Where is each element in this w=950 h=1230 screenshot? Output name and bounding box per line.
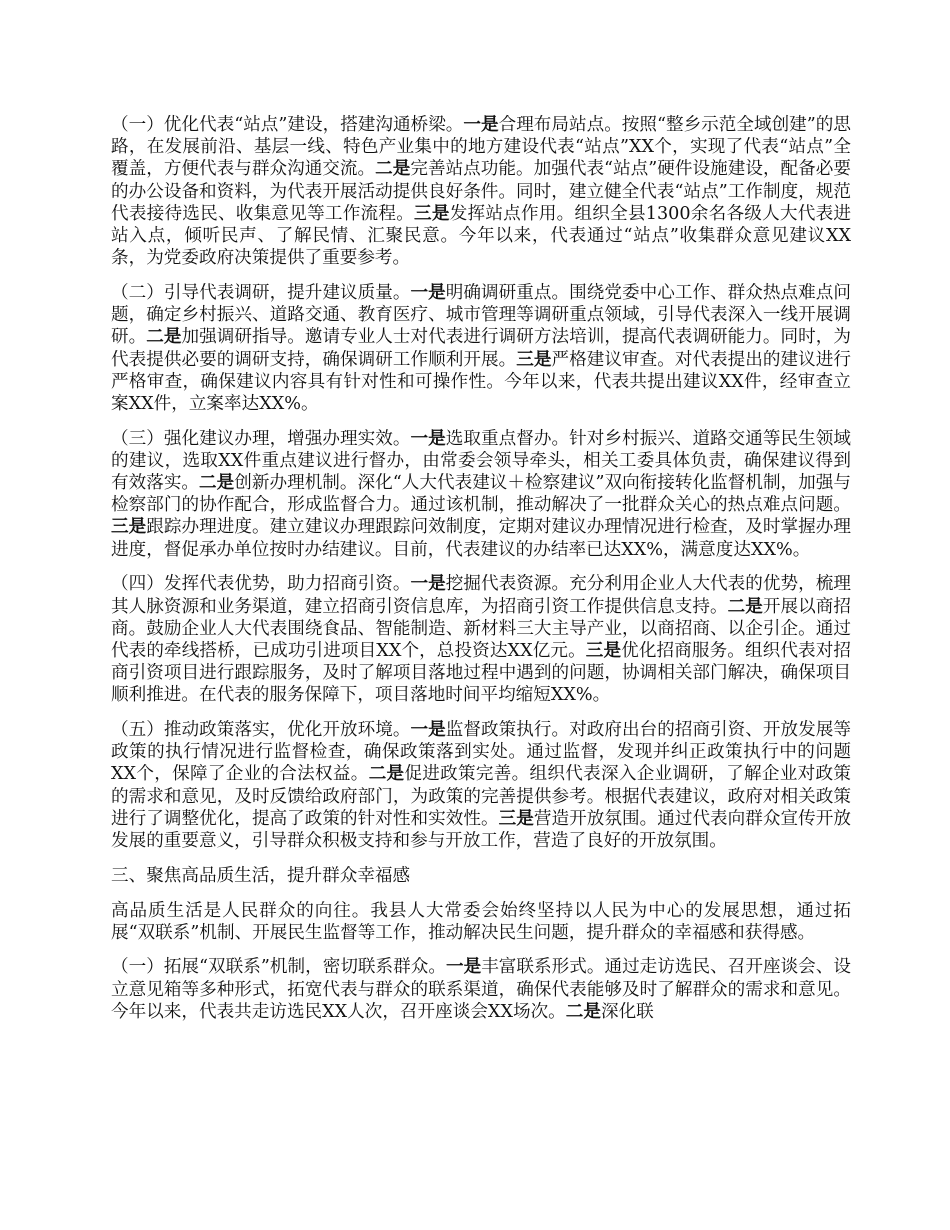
emphasis-label: 三是 bbox=[498, 807, 534, 829]
emphasis-label: 三是 bbox=[585, 639, 622, 661]
paragraph-text: 发挥站点作用。组织全县1300余名各级人大代表进站入点，倾听民声、了解民情、汇聚民意。今年以来，代表通过“站点”收集群众意见建议XX条，为党委政府决策提供了重要参考。 bbox=[111, 203, 851, 269]
paragraph-text: 监督政策执行。对政府出台的招商引资、开放发展等政策的执行情况进行监督检查，确保政策落到实处。通过监督，发现并纠正政策执行中的问题XX个，保障了企业的合法权益。 bbox=[111, 720, 851, 785]
emphasis-label: 三是 bbox=[414, 202, 450, 224]
emphasis-label: 三是 bbox=[111, 516, 147, 538]
paragraph-text: 营造开放氛围。通过代表向群众宣传开放发展的重要意义，引导群众积极支持和参与开放工作，营造了良好的开放氛围。 bbox=[111, 808, 851, 852]
paragraph-strengthen-handling bbox=[111, 428, 851, 561]
emphasis-label: 三是 bbox=[516, 348, 552, 370]
paragraph-text: 挖掘代表资源。充分利用企业人大代表的优势，梳理其人脉资源和业务渠道，建立招商引资信息库，为招商引资工作提供信息支持。 bbox=[111, 574, 851, 617]
heading-text: 三、聚焦高品质生活，提升群众幸福感 bbox=[111, 865, 411, 886]
paragraph-text: （一）拓展“双联系”机制，密切联系群众。 bbox=[111, 957, 446, 978]
paragraph-section-intro bbox=[111, 900, 851, 944]
paragraph-text: （一）优化代表“站点”建设，搭建沟通桥梁。 bbox=[111, 115, 464, 135]
paragraph-dual-contact bbox=[111, 956, 851, 1023]
paragraph-text: 高品质生活是人民群众的向往。我县人大常委会始终坚持以人民为中心的发展思想，通过拓展“双联系”机制、开展民生监督等工作，推动解决民生问题，提升群众的幸福感和获得感。 bbox=[111, 900, 851, 943]
emphasis-label: 二是 bbox=[565, 1000, 601, 1022]
paragraph-policy bbox=[111, 719, 851, 852]
emphasis-label: 一是 bbox=[410, 281, 446, 303]
emphasis-label: 一是 bbox=[410, 427, 446, 449]
paragraph-text: （三）强化建议办理，增强办理实效。 bbox=[111, 428, 411, 449]
paragraph-optimize-stations bbox=[111, 114, 851, 269]
emphasis-label: 一是 bbox=[463, 114, 499, 135]
paragraph-text: 创新办理机制。深化“人大代表建议＋检察建议”双向衔接转化监督机制，加强与检察部门的协作配合，形成监督合力。通过该机制，推动解决了一批群众关心的热点难点问题。 bbox=[111, 473, 851, 516]
paragraph-text: 深化联 bbox=[600, 1001, 654, 1022]
paragraph-text: 开展以商招商。鼓励企业人大代表围绕食品、智能制造、新材料三大主导产业，以商招商、以企引企。通过代表的牵线搭桥，已成功引进项目XX个，总投资达XX亿元。 bbox=[111, 596, 851, 661]
paragraph-text: 加强调研指导。邀请专业人士对代表进行调研方法培训，提高代表调研能力。同时，为代表提供必要的调研支持，确保调研工作顺利开展。 bbox=[111, 327, 851, 370]
document-page bbox=[111, 114, 851, 1036]
paragraph-guide-research bbox=[111, 282, 851, 415]
emphasis-label: 一是 bbox=[410, 719, 446, 741]
paragraph-text: 完善站点功能。加强代表“站点”硬件设施建设，配备必要的办公设备和资料，为代表开展活动提供良好条件。同时，建立健全代表“站点”工作制度，规范代表接待选民、收集意见等工作流程。 bbox=[111, 159, 851, 224]
paragraph-text: 合理布局站点。按照“整乡示范全域创建”的思路，在发展前沿、基层一线、特色产业集中的地方建设代表“站点”XX个，实现了代表“站点”全覆盖，方便代表与群众沟通交流。 bbox=[111, 115, 851, 180]
paragraph-text: 优化招商服务。组织代表对招商引资项目进行跟踪服务，及时了解项目落地过程中遇到的问题，协调相关部门解决，确保项目顺利推进。在代表的服务保障下，项目落地时间平均缩短XX%。 bbox=[111, 640, 851, 706]
emphasis-label: 一是 bbox=[410, 573, 446, 595]
paragraph-text: 促进政策完善。组织代表深入企业调研，了解企业对政策的需求和意见，及时反馈给政府部门，为政策的完善提供参考。根据代表建议，政府对相关政策进行了调整优化，提高了政策的针对性和实效性。 bbox=[111, 764, 851, 829]
emphasis-label: 二是 bbox=[199, 472, 235, 494]
emphasis-label: 二是 bbox=[368, 763, 405, 785]
paragraph-text: 严格建议审查。对代表提出的建议进行严格审查，确保建议内容具有针对性和可操作性。今年以来，代表共提出建议XX件，经审查立案XX件，立案率达XX%。 bbox=[111, 349, 851, 414]
emphasis-label: 二是 bbox=[727, 595, 763, 617]
paragraph-text: （二）引导代表调研，提升建议质量。 bbox=[111, 282, 411, 303]
emphasis-label: 二是 bbox=[375, 158, 411, 180]
paragraph-investment bbox=[111, 573, 851, 706]
paragraph-text: 选取重点督办。针对乡村振兴、道路交通等民生领域的建议，选取XX件重点建议进行督办，由常委会领导牵头，相关工委具体负责，确保建议得到有效落实。 bbox=[111, 428, 851, 494]
emphasis-label: 二是 bbox=[146, 326, 182, 348]
section-heading bbox=[111, 865, 851, 887]
paragraph-text: 丰富联系形式。通过走访选民、召开座谈会、设立意见箱等多种形式，拓宽代表与群众的联系渠道，确保代表能够及时了解群众的需求和意见。今年以来，代表共走访选民XX人次，召开座谈会XX场次。 bbox=[111, 957, 851, 1022]
paragraph-text: 跟踪办理进度。建立建议办理跟踪问效制度，定期对建议办理情况进行检查，及时掌握办理进度，督促承办单位按时办结建议。目前，代表建议的办结率已达XX%，满意度达XX%。 bbox=[111, 517, 851, 560]
paragraph-text: 明确调研重点。围绕党委中心工作、群众热点难点问题，确定乡村振兴、道路交通、教育医疗、城市管理等调研重点领域，引导代表深入一线开展调研。 bbox=[111, 282, 851, 348]
paragraph-text: （五）推动政策落实，优化开放环境。 bbox=[111, 720, 411, 741]
paragraph-text: （四）发挥代表优势，助力招商引资。 bbox=[111, 574, 411, 595]
emphasis-label: 一是 bbox=[445, 956, 482, 978]
